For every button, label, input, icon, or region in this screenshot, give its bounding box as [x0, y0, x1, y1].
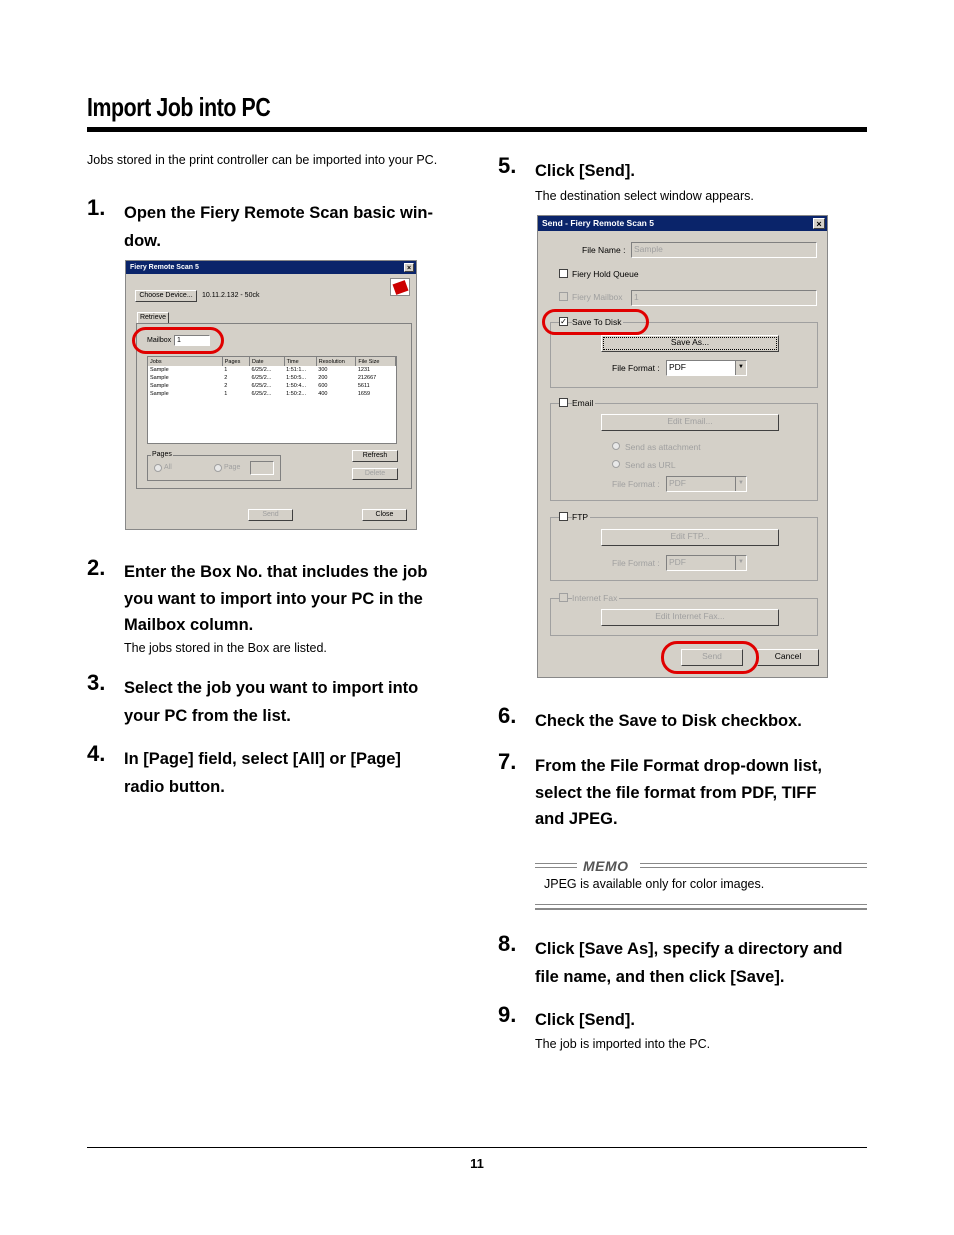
ftp-group	[550, 517, 818, 581]
save-to-disk-checkbox[interactable]: ✓	[560, 317, 567, 326]
table-row[interactable]: Sample 1 6/25/2... 1:51:1... 300 1231	[150, 367, 371, 373]
ftp-format-label: File Format :	[612, 558, 660, 568]
step-text: From the File Format drop-down list, select the file format from PDF, TIFF and JPEG.	[535, 757, 822, 828]
device-address: 10.11.2.132 - 50ck	[202, 292, 260, 299]
column-header[interactable]: File Size	[356, 357, 396, 366]
send-url-radio[interactable]	[612, 460, 620, 468]
file-format-label: File Format :	[612, 363, 660, 373]
chevron-down-icon[interactable]: ▼	[735, 477, 746, 491]
step-text: In [Page] field, select [All] or [Page] radio button.	[124, 750, 401, 796]
file-format-select[interactable]: PDF ▼	[666, 360, 747, 376]
memo-label: MEMO	[583, 858, 629, 874]
email-checkbox[interactable]	[559, 398, 568, 407]
step-number: 8.	[498, 931, 517, 956]
mailbox-label: Mailbox	[147, 337, 172, 344]
step-text: Click [Send].	[535, 1011, 635, 1029]
ftp-checkbox[interactable]	[559, 512, 568, 521]
internet-fax-checkbox[interactable]	[559, 593, 568, 602]
fiery-remote-scan-window	[125, 260, 417, 530]
save-as-button[interactable]: Save As...	[601, 335, 779, 352]
mailbox-input[interactable]: 1	[631, 290, 817, 306]
fiery-logo-icon	[390, 278, 410, 296]
footer-rule	[87, 1147, 867, 1148]
table-row[interactable]: Sample 2 6/25/2... 1:50:4... 600 5611	[150, 383, 370, 389]
step-9-note: The job is imported into the PC.	[535, 1037, 711, 1051]
step-3	[87, 670, 467, 730]
step-number: 3.	[87, 670, 106, 695]
send-url-label: Send as URL	[625, 460, 676, 470]
step-text: Click [Save As], specify a directory and file name, and then click [Save].	[535, 940, 843, 986]
email-format-label: File Format :	[612, 479, 660, 489]
close-icon[interactable]: ×	[404, 263, 414, 272]
send-attachment-label: Send as attachment	[625, 442, 701, 452]
step-6	[498, 703, 868, 735]
column-header[interactable]: Jobs	[148, 357, 222, 366]
step-number: 7.	[498, 749, 517, 774]
edit-internet-fax-button[interactable]: Edit Internet Fax...	[601, 609, 779, 626]
window-titlebar: Send - Fiery Remote Scan 5 ×	[538, 216, 827, 231]
tab-retrieve[interactable]: Retrieve	[137, 312, 169, 323]
edit-ftp-button[interactable]: Edit FTP...	[601, 529, 779, 546]
step-text: Check the Save to Disk checkbox.	[535, 712, 802, 730]
refresh-button[interactable]: Refresh	[352, 450, 398, 462]
page-input[interactable]	[250, 461, 274, 475]
memo-rule-bottom	[535, 904, 867, 910]
page-radio-label: Page	[224, 464, 241, 471]
step-number: 5.	[498, 153, 517, 178]
memo-rule-left	[535, 863, 577, 868]
step-number: 2.	[87, 555, 106, 580]
step-text: Click [Send].	[535, 162, 635, 180]
column-header[interactable]: Date	[249, 357, 284, 366]
mailbox-label: Fiery Mailbox	[572, 292, 623, 302]
email-format-select[interactable]: PDF ▼	[666, 476, 747, 492]
intro-text: Jobs stored in the print controller can be imported into your PC.	[87, 153, 438, 167]
memo-text: JPEG is available only for color images.	[544, 877, 765, 891]
step-text: Enter the Box No. that includes the job you want to import into your PC in the Mailbox column.	[124, 563, 428, 634]
ftp-format-select[interactable]: PDF ▼	[666, 555, 747, 571]
cancel-button[interactable]: Cancel	[757, 649, 819, 666]
send-window	[537, 215, 828, 678]
file-name-input[interactable]: Sample	[631, 242, 817, 258]
step-number: 1.	[87, 195, 106, 220]
table-row[interactable]: Sample 1 6/25/2... 1:50:2... 400 1659	[150, 391, 371, 397]
step-2-note: The jobs stored in the Box are listed.	[124, 641, 327, 655]
step-number: 6.	[498, 703, 517, 728]
page-radio[interactable]	[214, 464, 222, 472]
mailbox-highlight-ring	[132, 327, 224, 354]
edit-email-button[interactable]: Edit Email...	[601, 414, 779, 431]
table-row[interactable]: Sample 2 6/25/2... 1:50:5... 200 212667	[150, 375, 377, 381]
chevron-down-icon[interactable]: ▼	[735, 556, 746, 570]
step-text: Open the Fiery Remote Scan basic win- dow.	[124, 204, 433, 250]
window-titlebar: Fiery Remote Scan 5 ×	[126, 261, 416, 274]
page-number: 11	[470, 1156, 484, 1171]
send-attachment-radio[interactable]	[612, 442, 620, 450]
delete-button[interactable]: Delete	[352, 468, 398, 480]
all-radio-label: All	[164, 464, 172, 471]
email-label: Email	[572, 398, 594, 408]
pages-group-label: Pages	[152, 451, 172, 458]
step-1	[87, 195, 467, 255]
page-title: Import Job into PC	[87, 92, 271, 122]
column-header[interactable]: Resolution	[316, 357, 356, 366]
chevron-down-icon[interactable]: ▼	[735, 361, 746, 375]
send-highlight-ring	[661, 641, 759, 674]
ftp-label: FTP	[572, 512, 589, 522]
column-header[interactable]: Pages	[222, 357, 249, 366]
internet-fax-label: Internet Fax	[572, 593, 618, 603]
step-2	[87, 555, 467, 655]
step-8	[498, 931, 868, 991]
step-number: 4.	[87, 741, 106, 766]
title-rule	[87, 127, 867, 132]
save-to-disk-label: Save To Disk	[572, 317, 622, 327]
step-number: 9.	[498, 1002, 517, 1027]
mailbox-checkbox[interactable]	[559, 292, 568, 301]
hold-queue-checkbox[interactable]	[559, 269, 568, 278]
column-header[interactable]: Time	[284, 357, 316, 366]
close-button[interactable]: Close	[362, 509, 407, 521]
send-button[interactable]: Send	[681, 649, 743, 666]
jobs-list[interactable]	[147, 356, 397, 444]
step-9	[498, 1002, 868, 1034]
hold-queue-label: Fiery Hold Queue	[572, 269, 639, 279]
mailbox-input[interactable]: 1	[174, 335, 210, 346]
save-to-disk-highlight-ring	[542, 309, 649, 335]
step-text: Select the job you want to import into your PC from the list.	[124, 679, 419, 725]
step-4	[87, 741, 467, 801]
file-name-label: File Name :	[582, 245, 626, 255]
step-5	[498, 153, 868, 185]
memo-rule-right	[640, 863, 867, 868]
close-icon[interactable]: ×	[813, 218, 825, 229]
send-button[interactable]: Send	[248, 509, 293, 521]
all-radio[interactable]	[154, 464, 162, 472]
step-7	[498, 749, 868, 834]
step-5-note: The destination select window appears.	[535, 189, 754, 203]
choose-device-button[interactable]: Choose Device...	[135, 290, 197, 302]
